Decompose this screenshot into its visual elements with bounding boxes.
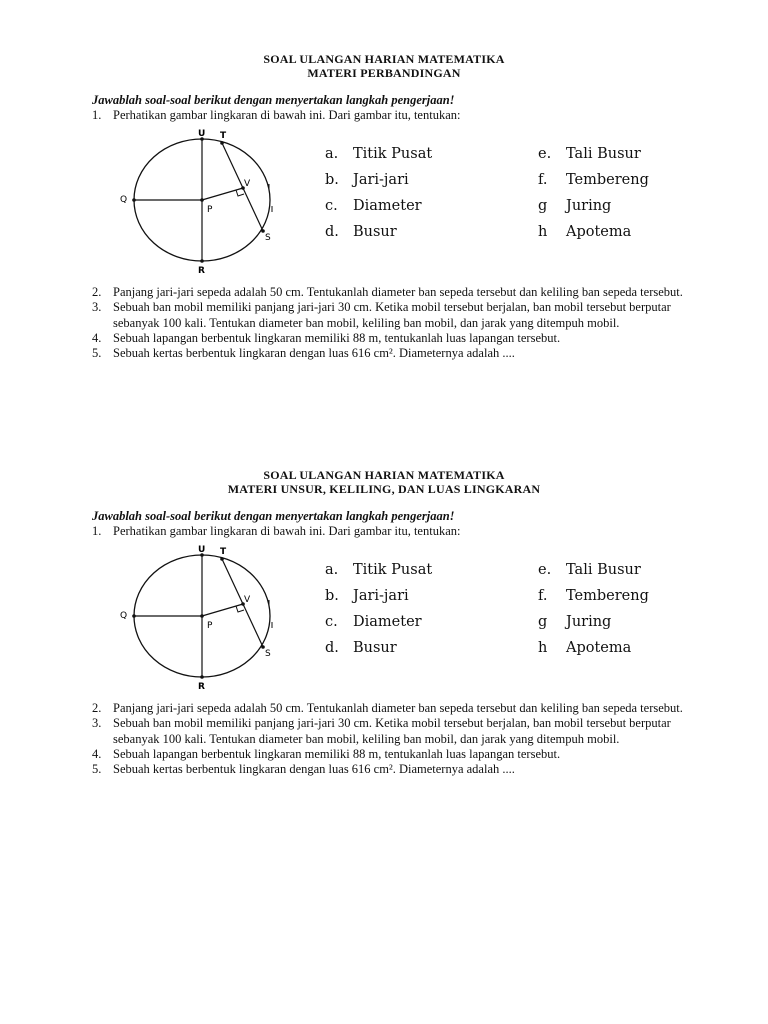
worksheet-section-2 (0, 468, 768, 777)
option-text: Juring (566, 614, 612, 630)
option-text: Titik Pusat (353, 146, 433, 162)
option-letter: b. (325, 588, 339, 604)
option-letter: d. (325, 224, 339, 240)
option-d (325, 224, 397, 240)
option-b (325, 588, 409, 604)
option-text: Jari-jari (353, 172, 409, 188)
section-title: SOAL ULANGAN HARIAN MATEMATIKA (263, 52, 505, 66)
question-4 (92, 331, 712, 346)
question-number: 5. (92, 762, 102, 777)
question-number: 1. (92, 108, 102, 122)
question-5 (92, 346, 712, 361)
option-text: Titik Pusat (353, 562, 433, 578)
option-b (325, 172, 409, 188)
label-v: V (244, 179, 251, 189)
option-text: Diameter (353, 198, 422, 214)
question-2 (92, 701, 712, 716)
point-r (200, 259, 204, 263)
option-g (538, 614, 611, 630)
question-5 (92, 762, 712, 777)
option-d (325, 640, 397, 656)
question-number: 3. (92, 716, 102, 731)
question-number: 4. (92, 330, 102, 345)
question-3 (92, 300, 712, 331)
question-number: 4. (92, 746, 102, 761)
question-text: Panjang jari-jari sepeda adalah 50 cm. Tentukanlah diameter ban sepeda tersebut dan keliling ban sepeda tersebut. (113, 701, 683, 715)
question-3 (92, 716, 712, 747)
circle-figure (112, 124, 282, 276)
label-v: V (244, 595, 251, 605)
label-u: U (198, 545, 206, 555)
question-list (92, 701, 712, 777)
option-letter: e. (538, 146, 552, 162)
point-p (200, 198, 204, 202)
option-text: Jari-jari (353, 588, 409, 604)
worksheet-section-1 (0, 52, 768, 361)
question-list (92, 285, 712, 361)
option-a (325, 146, 432, 162)
question-text: Sebuah ban mobil memiliki panjang jari-jari 30 cm. Ketika mobil tersebut berjalan, ban mobil tersebut berputar sebanyak 100 kali. Tentukan diameter ban mobil, keliling ban mobil, dan jarak yang ditempuh mobil. (113, 716, 671, 746)
option-c (325, 198, 422, 214)
option-letter: d. (325, 640, 339, 656)
option-text: Tembereng (566, 588, 649, 604)
option-h (538, 640, 631, 656)
option-letter: c. (325, 614, 338, 630)
option-letter: a. (325, 562, 339, 578)
label-p: P (207, 621, 213, 631)
right-angle-mark (236, 606, 244, 612)
label-q: Q (120, 195, 128, 205)
point-t (220, 141, 224, 145)
question-number: 3. (92, 300, 102, 315)
point-q (132, 614, 136, 618)
question-text: Panjang jari-jari sepeda adalah 50 cm. Tentukanlah diameter ban sepeda tersebut dan keliling ban sepeda tersebut. (113, 285, 683, 299)
question-text: Sebuah ban mobil memiliki panjang jari-jari 30 cm. Ketika mobil tersebut berjalan, ban mobil tersebut berputar sebanyak 100 kali. Tentukan diameter ban mobil, keliling ban mobil, dan jarak yang ditempuh mobil. (113, 300, 671, 330)
label-s: S (265, 649, 271, 659)
option-text: Busur (353, 224, 397, 240)
label-p: P (207, 205, 213, 215)
option-letter: b. (325, 172, 339, 188)
instruction: Jawablah soal-soal berikut dengan menyertakan langkah pengerjaan! (92, 509, 455, 523)
option-letter: f. (538, 588, 548, 604)
label-t: T (220, 547, 227, 557)
question-number: 1. (92, 524, 102, 538)
option-letter: a. (325, 146, 339, 162)
option-letter: c. (325, 198, 338, 214)
label-u: U (198, 129, 206, 139)
instruction: Jawablah soal-soal berikut dengan menyertakan langkah pengerjaan! (92, 93, 455, 107)
point-r (200, 675, 204, 679)
option-f (538, 172, 649, 188)
question-4 (92, 747, 712, 762)
point-t (220, 557, 224, 561)
circle-figure (112, 540, 282, 692)
option-text: Tembereng (566, 172, 649, 188)
question-2 (92, 285, 712, 300)
section-subtitle: MATERI PERBANDINGAN (307, 66, 461, 80)
option-letter: h (538, 640, 548, 656)
option-f (538, 588, 649, 604)
label-t: T (220, 131, 227, 141)
point-q (132, 198, 136, 202)
label-s: S (265, 233, 271, 243)
point-p (200, 614, 204, 618)
option-text: Juring (566, 198, 612, 214)
option-letter: g (538, 198, 548, 214)
question-number: 2. (92, 285, 102, 299)
option-c (325, 614, 422, 630)
option-text: Busur (353, 640, 397, 656)
question-text: Sebuah lapangan berbentuk lingkaran memiliki 88 m, tentukanlah luas lapangan tersebut. (113, 330, 561, 345)
question-text: Sebuah kertas berbentuk lingkaran dengan luas 616 cm². Diameternya adalah .... (113, 762, 515, 777)
option-a (325, 562, 432, 578)
option-text: Tali Busur (566, 146, 641, 162)
option-text: Tali Busur (566, 562, 641, 578)
question-text: Sebuah lapangan berbentuk lingkaran memiliki 88 m, tentukanlah luas lapangan tersebut. (113, 746, 561, 761)
option-e (538, 562, 641, 578)
option-h (538, 224, 631, 240)
option-text: Diameter (353, 614, 422, 630)
question-number: 5. (92, 346, 102, 361)
option-text: Apotema (566, 224, 632, 240)
right-angle-mark (236, 190, 244, 196)
label-r: R (198, 266, 205, 276)
question-number: 2. (92, 701, 102, 715)
option-letter: f. (538, 172, 548, 188)
question-text: Perhatikan gambar lingkaran di bawah ini. Dari gambar itu, tentukan: (113, 524, 461, 538)
option-letter: h (538, 224, 548, 240)
label-q: Q (120, 611, 128, 621)
section-subtitle: MATERI UNSUR, KELILING, DAN LUAS LINGKARAN (227, 482, 541, 496)
question-text: Sebuah kertas berbentuk lingkaran dengan luas 616 cm². Diameternya adalah .... (113, 346, 515, 361)
option-text: Apotema (566, 640, 632, 656)
option-e (538, 146, 641, 162)
option-letter: e. (538, 562, 552, 578)
label-r: R (198, 682, 205, 692)
option-g (538, 198, 611, 214)
section-title: SOAL ULANGAN HARIAN MATEMATIKA (263, 468, 505, 482)
option-letter: g (538, 614, 548, 630)
question-text: Perhatikan gambar lingkaran di bawah ini. Dari gambar itu, tentukan: (113, 108, 461, 122)
